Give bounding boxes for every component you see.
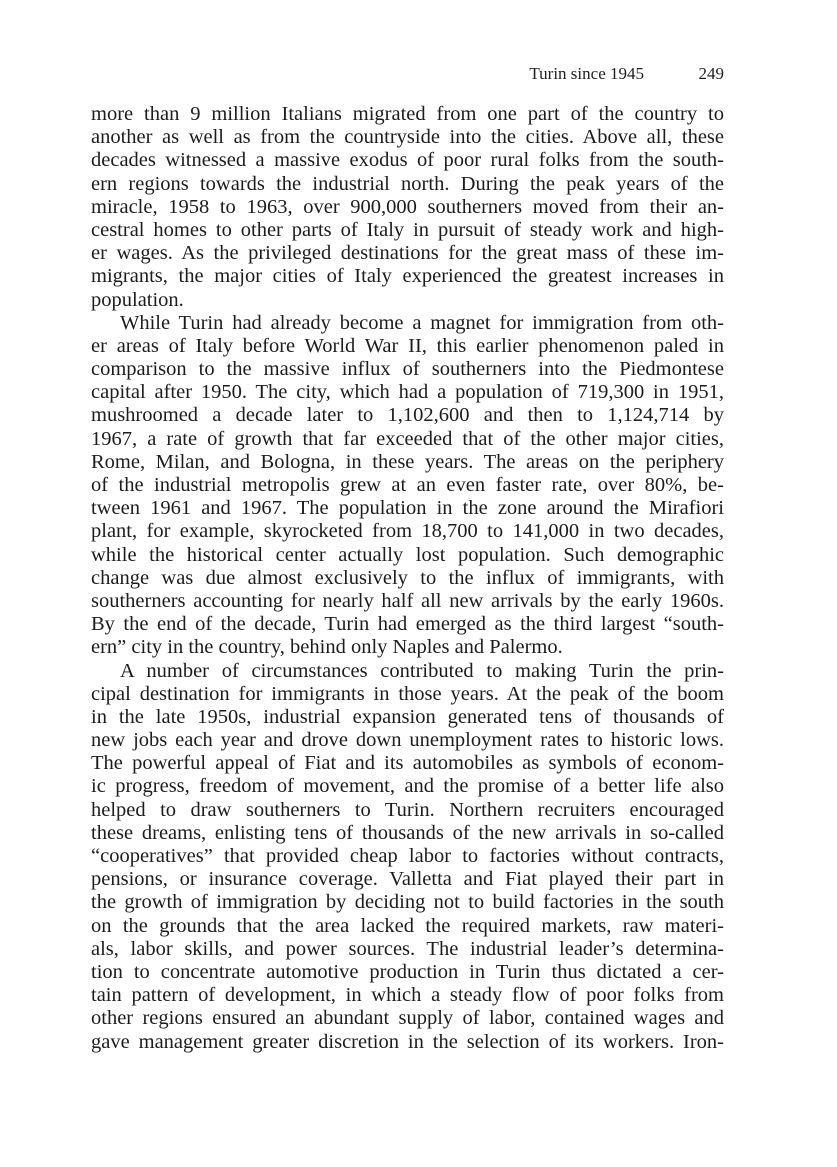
running-header bbox=[91, 64, 724, 88]
text-line: tion to concentrate automotive production in Turin thus dictated a cer- bbox=[91, 960, 724, 983]
text-line: miracle, 1958 to 1963, over 900,000 southerners moved from their an- bbox=[91, 195, 724, 218]
paragraph bbox=[91, 660, 724, 1054]
text-line: ern regions towards the industrial north. During the peak years of the bbox=[91, 172, 724, 195]
text-line: By the end of the decade, Turin had emerged as the third largest “south- bbox=[91, 613, 724, 636]
text-line: while the historical center actually lost population. Such demographic bbox=[91, 543, 724, 566]
text-line: change was due almost exclusively to the influx of immigrants, with bbox=[91, 566, 724, 589]
text-line: more than 9 million Italians migrated from one part of the country to bbox=[91, 103, 724, 125]
text-line: er wages. As the privileged destinations for the great mass of these im- bbox=[91, 242, 724, 265]
text-line: of the industrial metropolis grew at an even faster rate, over 80%, be- bbox=[91, 474, 724, 496]
text-line: cestral homes to other parts of Italy in pursuit of steady work and high- bbox=[91, 218, 724, 241]
text-line: population. bbox=[91, 288, 184, 311]
text-line: on the grounds that the area lacked the required markets, raw materi- bbox=[91, 914, 724, 937]
text-line: cipal destination for immigrants in those years. At the peak of the boom bbox=[91, 682, 724, 705]
text-line: gave management greater discretion in the selection of its workers. Iron- bbox=[91, 1030, 724, 1053]
text-line: helped to draw southerners to Turin. Northern recruiters encouraged bbox=[91, 798, 724, 821]
text-line: tween 1961 and 1967. The population in the zone around the Mirafiori bbox=[91, 497, 724, 520]
text-line: pensions, or insurance coverage. Valletta and Fiat played their part in bbox=[91, 868, 724, 891]
text-line: er areas of Italy before World War II, this earlier phenomenon paled in bbox=[91, 334, 724, 357]
text-line: “cooperatives” that provided cheap labor to factories without contracts, bbox=[91, 845, 724, 867]
text-line: these dreams, enlisting tens of thousands of the new arrivals in so-called bbox=[91, 821, 724, 844]
text-line: new jobs each year and drove down unemployment rates to historic lows. bbox=[91, 729, 724, 752]
paragraph bbox=[91, 103, 724, 312]
text-line: mushroomed a decade later to 1,102,600 and then to 1,124,714 by bbox=[91, 404, 724, 427]
text-line: plant, for example, skyrocketed from 18,700 to 141,000 in two decades, bbox=[91, 520, 724, 543]
text-line: While Turin had already become a magnet for immigration from oth- bbox=[120, 311, 724, 334]
body-text bbox=[91, 103, 724, 1054]
text-line: 1967, a rate of growth that far exceeded that of the other major cities, bbox=[91, 427, 724, 450]
text-line: southerners accounting for nearly half all new arrivals by the early 1960s. bbox=[91, 589, 724, 612]
text-line: comparison to the massive influx of southerners into the Piedmontese bbox=[91, 358, 724, 381]
text-line: migrants, the major cities of Italy experienced the greatest increases in bbox=[91, 265, 724, 288]
text-line: in the late 1950s, industrial expansion generated tens of thousands of bbox=[91, 705, 724, 728]
text-line: als, labor skills, and power sources. The industrial leader’s determina- bbox=[91, 937, 724, 960]
text-line: decades witnessed a massive exodus of poor rural folks from the south- bbox=[91, 149, 724, 172]
text-line: other regions ensured an abundant supply of labor, contained wages and bbox=[91, 1007, 724, 1030]
text-line: ern” city in the country, behind only Naples and Palermo. bbox=[91, 636, 563, 659]
text-line: The powerful appeal of Fiat and its automobiles as symbols of econom- bbox=[91, 752, 724, 775]
text-line: another as well as from the countryside into the cities. Above all, these bbox=[91, 126, 724, 149]
running-header-title: Turin since 1945 bbox=[529, 64, 644, 83]
text-line: ic progress, freedom of movement, and the promise of a better life also bbox=[91, 775, 724, 798]
text-line: the growth of immigration by deciding not to build factories in the south bbox=[91, 891, 724, 914]
text-line: tain pattern of development, in which a steady flow of poor folks from bbox=[91, 984, 724, 1007]
paragraph bbox=[91, 312, 724, 660]
text-line: A number of circumstances contributed to making Turin the prin- bbox=[120, 659, 724, 682]
text-line: capital after 1950. The city, which had a population of 719,300 in 1951, bbox=[91, 381, 724, 404]
page-number: 249 bbox=[698, 64, 724, 83]
text-line: Rome, Milan, and Bologna, in these years. The areas on the periphery bbox=[91, 450, 724, 473]
